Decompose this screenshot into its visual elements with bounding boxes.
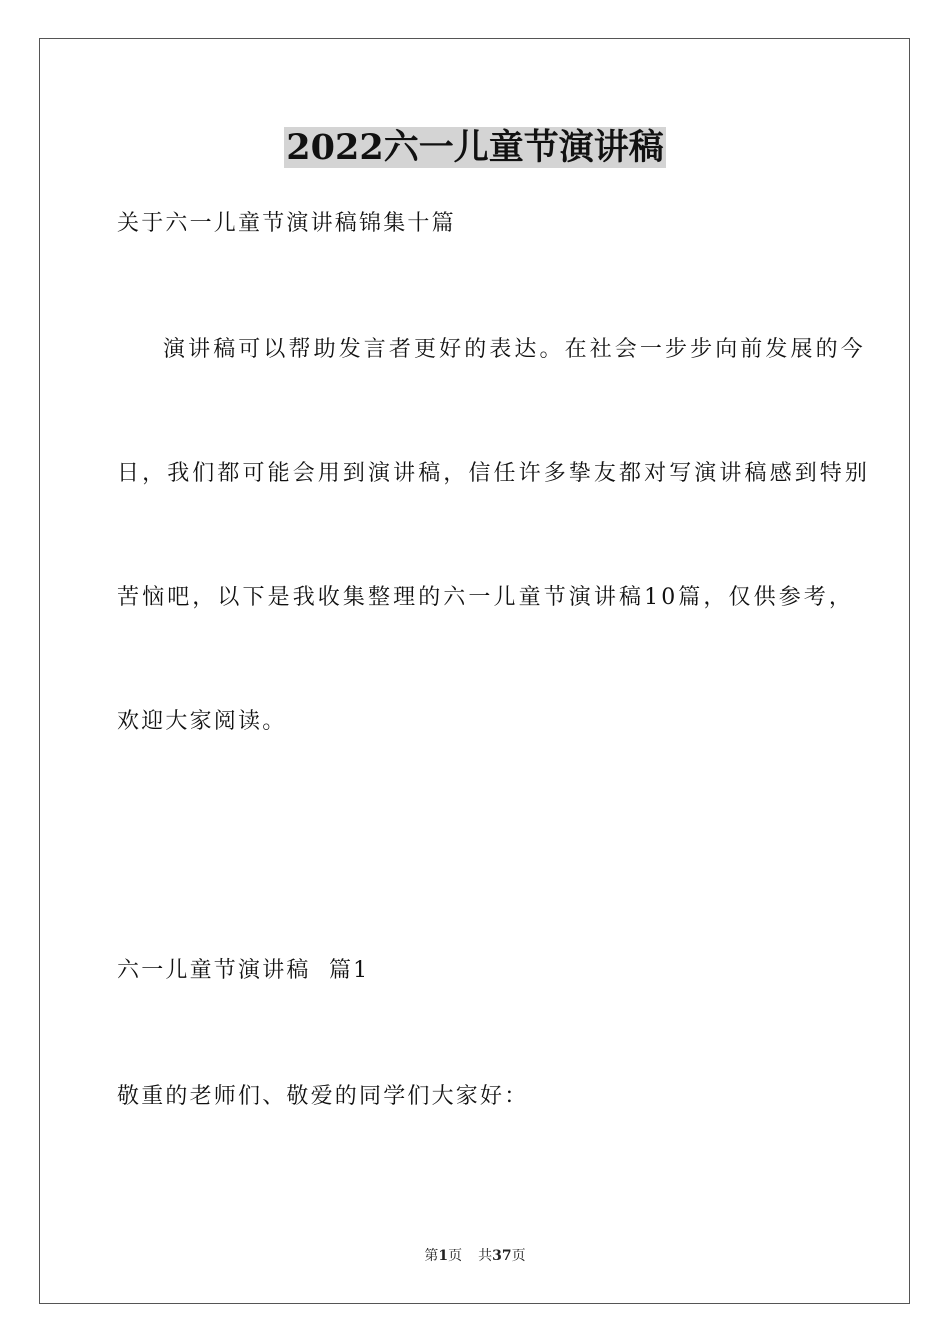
document-title (0, 126, 950, 170)
section-heading: 六一儿童节演讲稿 篇1 (117, 958, 370, 983)
document-title-text: 2022六一儿童节演讲稿 (286, 127, 664, 168)
footer-page-prefix: 第 (424, 1248, 439, 1264)
footer-total-pages: 37 (492, 1248, 512, 1264)
intro-line-1: 演讲稿可以帮助发言者更好的表达。在社会一步步向前发展的今 (163, 337, 866, 362)
document-subtitle: 关于六一儿童节演讲稿锦集十篇 (117, 211, 456, 236)
page-footer (0, 1247, 950, 1265)
intro-line-3: 苦恼吧，以下是我收集整理的六一儿童节演讲稿10篇，仅供参考， (117, 585, 854, 610)
footer-total-prefix: 共 (478, 1248, 493, 1264)
greeting-line: 敬重的老师们、敬爱的同学们大家好： (117, 1084, 529, 1109)
footer-page-suffix: 页 (448, 1248, 463, 1264)
intro-line-2: 日，我们都可能会用到演讲稿，信任许多挚友都对写演讲稿感到特别 (117, 461, 871, 486)
footer-total-suffix: 页 (511, 1248, 526, 1264)
footer-page-number: 1 (438, 1248, 449, 1264)
intro-line-4: 欢迎大家阅读。 (117, 709, 287, 734)
